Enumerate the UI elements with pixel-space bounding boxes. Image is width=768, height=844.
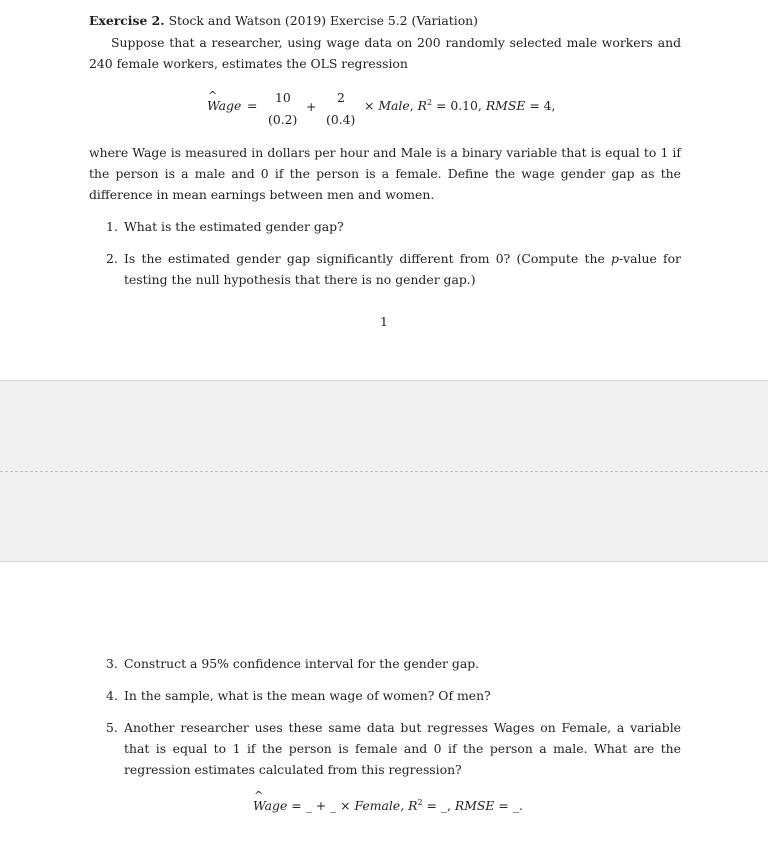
question-text-part: Is the estimated gender gap significantly different from 0? (Compute the <box>124 251 611 266</box>
page-break-line <box>0 471 768 472</box>
eq-r2-label: R <box>417 98 427 113</box>
question-3 <box>106 653 681 674</box>
eq-intercept: 10 <box>275 90 291 105</box>
eq-rmse-label: RMSE <box>485 98 526 113</box>
page-number: 1 <box>380 314 388 329</box>
exercise-heading <box>89 10 478 31</box>
intro-paragraph: Suppose that a researcher, using wage data on 200 randomly selected male workers and 240 female workers, estimates the OLS regression <box>89 35 681 71</box>
eq-plus: + <box>306 99 317 114</box>
page-gap <box>0 380 768 562</box>
question-4 <box>106 685 681 706</box>
eq-r2-value: = 0.10, <box>436 98 482 113</box>
question-text: Another researcher uses these same data but regresses Wages on Female, a variable that is equal to 1 if the person is female and 0 if the person a male. What are the regression estimates calculated from this regression? <box>124 720 681 777</box>
eq-r2-exp: 2 <box>426 98 433 107</box>
eq2-r2-value: = _, <box>426 798 451 813</box>
question-text-part: -value for testing the null hypothesis that there is no gender gap.) <box>124 251 681 287</box>
eq-slope-se: (0.4) <box>326 112 356 127</box>
question-number: 3. <box>106 656 118 671</box>
eq2-rmse-label: RMSE <box>454 798 495 813</box>
question-number: 5. <box>106 720 118 735</box>
eq-times: × <box>364 98 375 113</box>
question-text <box>124 248 681 290</box>
question-number: 2. <box>106 251 118 266</box>
eq2-blanks: = _ + _ × <box>291 798 351 813</box>
exercise-source: Stock and Watson (2019) Exercise 5.2 (Variation) <box>168 13 479 28</box>
eq2-r2-exp: 2 <box>417 798 423 807</box>
eq2-rmse-value: = _. <box>498 798 523 813</box>
eq-rmse-value: = 4, <box>529 98 556 113</box>
eq2-var-female: Female, <box>354 798 405 813</box>
eq-var-male: Male <box>378 98 410 113</box>
eq-lhs <box>207 98 241 113</box>
question-text: In the sample, what is the mean wage of women? Of men? <box>124 688 491 703</box>
eq-rest: × Male, $R^2 = 0.10$, RMSE = 4, <box>364 98 556 113</box>
description-paragraph: where Wage is measured in dollars per hour and Male is a binary variable that is equal to 1 if the person is a male and 0 if the person is a female. Define the wage gender gap as the difference in mean earnings between men and women. <box>89 145 681 202</box>
document-page-1 <box>0 0 768 380</box>
question-text: Construct a 95% confidence interval for the gender gap. <box>124 656 480 671</box>
question-2 <box>106 248 681 290</box>
question-number: 1. <box>106 219 118 234</box>
question-text: What is the estimated gender gap? <box>124 219 344 234</box>
eq-slope: 2 <box>337 90 345 105</box>
question-number: 4. <box>106 688 118 703</box>
regression-equation-2 <box>253 798 523 813</box>
wage-hat: ^ Wage <box>207 98 241 113</box>
question-5 <box>106 717 681 780</box>
eq-intercept-se: (0.2) <box>268 112 298 127</box>
wage-hat-2: ^ Wage <box>253 798 287 813</box>
question-1 <box>106 216 681 237</box>
exercise-label: Exercise 2. <box>89 13 165 28</box>
p-symbol: p <box>611 251 619 266</box>
eq2-r2-label: R <box>408 798 418 813</box>
document-page-2 <box>0 562 768 844</box>
eq-equals: = <box>247 98 258 113</box>
